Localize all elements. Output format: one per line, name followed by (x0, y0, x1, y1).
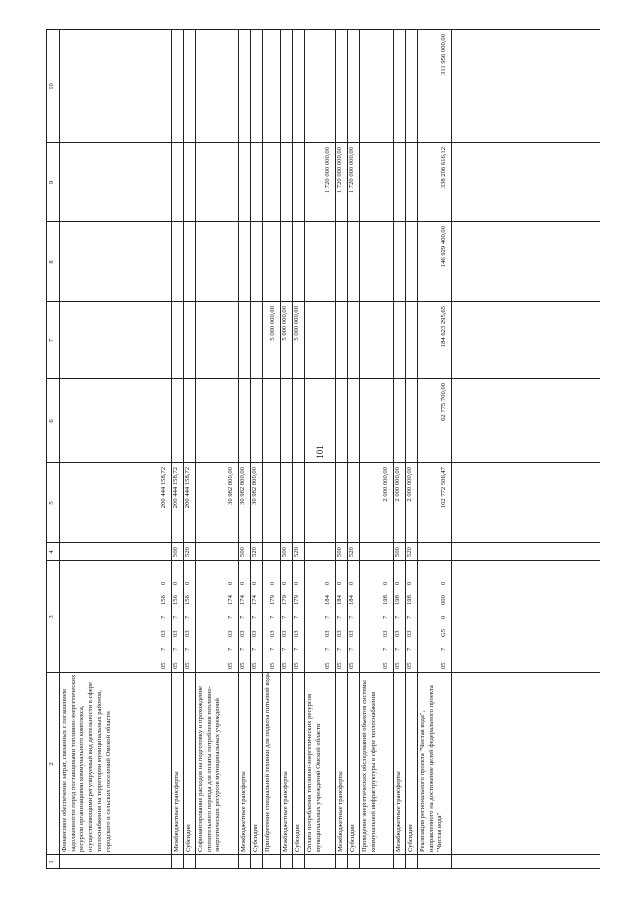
code-part: 05 (324, 662, 331, 669)
column-header: 2 (48, 762, 55, 766)
code-part: 7 (281, 615, 288, 619)
budget-table (46, 30, 600, 869)
code-part: 0 (394, 581, 401, 585)
column-header: 5 (48, 501, 55, 505)
amount-c5: 30 982 800,00 (251, 467, 258, 505)
amount-c5: 200 444 158,72 (160, 467, 167, 509)
code-part: 03 (269, 630, 276, 637)
code-part: 7 (269, 615, 276, 619)
amount-c9: 338 206 616,12 (440, 147, 447, 189)
vr-code: 500 (394, 547, 401, 557)
table-row-line (238, 30, 239, 869)
code-part: 05 (160, 662, 167, 669)
code-part: 7 (269, 647, 276, 651)
code-part: 0 (440, 615, 447, 619)
table-row-line (46, 30, 47, 869)
code-part: 05 (172, 662, 179, 669)
table-col-line (46, 542, 600, 543)
column-header: 10 (48, 83, 55, 90)
code-part: 05 (336, 662, 343, 669)
code-part: 7 (239, 647, 246, 651)
amount-c5: 2 000 000,00 (382, 467, 389, 502)
amount-c5: 30 982 800,00 (227, 467, 234, 505)
code-part: 198 (382, 595, 389, 605)
row-name: Субсидии (294, 824, 301, 852)
code-part: 7 (348, 647, 355, 651)
column-header: 8 (48, 260, 55, 264)
code-part: 7 (440, 647, 447, 651)
table-col-line (46, 462, 600, 463)
code-part: 7 (281, 647, 288, 651)
row-name: Межбюджетные трансферты (337, 771, 344, 852)
code-part: 179 (281, 595, 288, 605)
code-part: 7 (227, 615, 234, 619)
code-part: 03 (184, 630, 191, 637)
code-part: 7 (251, 647, 258, 651)
amount-c5: 2 000 000,00 (406, 467, 413, 502)
column-header: 3 (48, 615, 55, 619)
row-name: Межбюджетные трансферты (240, 771, 247, 852)
vr-code: 500 (239, 547, 246, 557)
code-part: 7 (324, 647, 331, 651)
amount-c9: 1 720 000 000,00 (336, 147, 343, 194)
row-name: Реализация регионального проекта "Чистая вода", направленного на достижение целей федерального проекта "Чистая вода" (419, 685, 444, 852)
code-part: 0 (281, 581, 288, 585)
vr-code: 520 (184, 547, 191, 557)
code-part: 7 (336, 615, 343, 619)
vr-code: 520 (251, 547, 258, 557)
row-name: Межбюджетные трансферты (282, 771, 289, 852)
code-part: 03 (239, 630, 246, 637)
row-name: Приобретение специальной техники для подвоза питьевой воды (264, 671, 271, 852)
code-part: 7 (406, 615, 413, 619)
code-part: 0 (382, 581, 389, 585)
amount-c5: 30 982 800,00 (239, 467, 246, 505)
code-part: 184 (348, 595, 355, 605)
code-part: 0 (172, 581, 179, 585)
table-row-line (359, 30, 360, 869)
table-row-line (183, 30, 184, 869)
table-row-line (292, 30, 293, 869)
amount-c5: 102 772 506,47 (440, 467, 447, 509)
amount-c5: 2 000 000,00 (394, 467, 401, 502)
amount-c10: 311 956 000,00 (440, 34, 447, 75)
amount-c9: 1 720 000 000,00 (348, 147, 355, 194)
column-header: 6 (48, 419, 55, 423)
table-col-line (46, 29, 600, 30)
row-name: Межбюджетные трансферты (173, 771, 180, 852)
code-part: 174 (239, 595, 246, 605)
code-part: 05 (184, 662, 191, 669)
row-name: Проведение энергетических обследований объектов системы коммунальной инфраструктуры в сфере теплоснабжения (361, 680, 377, 852)
code-part: 05 (348, 662, 355, 669)
code-part: 03 (281, 630, 288, 637)
code-part: 05 (269, 662, 276, 669)
vr-code: 520 (348, 547, 355, 557)
table-row-line (59, 30, 60, 869)
code-part: 000 (440, 595, 447, 605)
code-part: 174 (251, 595, 258, 605)
table-col-line (46, 221, 600, 222)
code-part: 7 (406, 647, 413, 651)
code-part: 03 (160, 630, 167, 637)
amount-c7: 184 623 295,65 (440, 306, 447, 348)
code-part: 156 (172, 595, 179, 605)
code-part: G5 (440, 628, 447, 637)
row-name: Финансовое обеспечение затрат, связанных с погашением задолженности перед поставщиками топливно-энергетических ресурсов организациями коммунального комплекса, осуществляющими регулируемый вид деятельности в сфере теплоснабжения на территории муниципальных районов, городского и сельских поселений Омской области (61, 674, 112, 852)
code-part: 0 (251, 581, 258, 585)
code-part: 0 (406, 581, 413, 585)
amount-c8: 146 929 400,00 (440, 226, 447, 268)
table-row-line (304, 30, 305, 869)
table-col-line (46, 854, 600, 855)
code-part: 0 (348, 581, 355, 585)
code-part: 198 (406, 595, 413, 605)
code-part: 7 (160, 647, 167, 651)
code-part: 0 (184, 581, 191, 585)
code-part: 05 (251, 662, 258, 669)
code-part: 7 (324, 615, 331, 619)
code-part: 05 (227, 662, 234, 669)
table-row-line (195, 30, 196, 869)
code-part: 7 (394, 615, 401, 619)
table-col-line (46, 378, 600, 379)
code-part: 7 (227, 647, 234, 651)
code-part: 03 (406, 630, 413, 637)
code-part: 198 (394, 595, 401, 605)
code-part: 05 (293, 662, 300, 669)
row-name: Субсидии (185, 824, 192, 852)
table-row-line (280, 30, 281, 869)
code-part: 05 (281, 662, 288, 669)
code-part: 7 (251, 615, 258, 619)
vr-code: 520 (293, 547, 300, 557)
row-name: Субсидии (349, 824, 356, 852)
vr-code: 500 (336, 547, 343, 557)
table-col-line (46, 142, 600, 143)
code-part: 03 (336, 630, 343, 637)
code-part: 7 (239, 615, 246, 619)
column-header: 7 (48, 338, 55, 343)
code-part: 7 (394, 647, 401, 651)
code-part: 03 (324, 630, 331, 637)
code-part: 03 (172, 630, 179, 637)
amount-c5: 200 444 158,72 (172, 467, 179, 509)
code-part: 184 (336, 595, 343, 605)
code-part: 05 (382, 662, 389, 669)
code-part: 03 (382, 630, 389, 637)
table-row-line (262, 30, 263, 869)
table-row-line (171, 30, 172, 869)
table-row-line (405, 30, 406, 869)
code-part: 05 (239, 662, 246, 669)
row-name: Межбюджетные трансферты (395, 771, 402, 852)
code-part: 05 (406, 662, 413, 669)
code-part: 7 (336, 647, 343, 651)
column-header: 4 (48, 550, 55, 554)
code-part: 7 (348, 615, 355, 619)
code-part: 7 (293, 647, 300, 651)
vr-code: 500 (281, 547, 288, 557)
code-part: 0 (269, 581, 276, 585)
row-name: Софинансирование расходов на подготовку и прохождение отопительного периода для оплаты потребления топливно-энергетических ресурсов муниципальных учреждений (197, 686, 222, 852)
amount-c5: 200 444 158,72 (184, 467, 191, 509)
code-part: 156 (160, 595, 167, 605)
code-part: 0 (336, 581, 343, 585)
amount-c6: 62 775 700,00 (440, 383, 447, 421)
vr-code: 500 (172, 547, 179, 557)
code-part: 156 (184, 595, 191, 605)
code-part: 7 (293, 615, 300, 619)
row-name: Субсидии (407, 824, 414, 852)
code-part: 05 (394, 662, 401, 669)
code-part: 179 (269, 595, 276, 605)
table-col-line (46, 301, 600, 302)
row-name: Оплата потребления топливно-энергетических ресурсов муниципальных учреждений Омской области (306, 693, 322, 852)
code-part: 03 (394, 630, 401, 637)
code-part: 05 (440, 662, 447, 669)
code-part: 7 (172, 647, 179, 651)
amount-c9: 1 720 000 000,00 (324, 147, 331, 194)
code-part: 0 (227, 581, 234, 585)
code-part: 03 (348, 630, 355, 637)
code-part: 179 (293, 595, 300, 605)
code-part: 0 (160, 581, 167, 585)
code-part: 03 (293, 630, 300, 637)
code-part: 7 (160, 615, 167, 619)
code-part: 7 (184, 647, 191, 651)
code-part: 174 (227, 595, 234, 605)
table-row-line (250, 30, 251, 869)
row-name: Субсидии (252, 824, 259, 852)
amount-c7: 5 000 000,00 (293, 306, 300, 341)
code-part: 7 (184, 615, 191, 619)
code-part: 0 (293, 581, 300, 585)
code-part: 0 (440, 581, 447, 585)
code-part: 7 (172, 615, 179, 619)
code-part: 03 (251, 630, 258, 637)
column-header: 9 (48, 180, 55, 185)
amount-c7: 5 000 000,00 (269, 306, 276, 341)
table-col-line (46, 560, 600, 561)
code-part: 184 (324, 595, 331, 605)
amount-c7: 5 000 000,00 (281, 306, 288, 341)
code-part: 03 (227, 630, 234, 637)
code-part: 7 (382, 615, 389, 619)
table-col-line (46, 868, 600, 869)
column-header: 1 (48, 860, 55, 864)
table-row-line (393, 30, 394, 869)
vr-code: 520 (406, 547, 413, 557)
code-part: 0 (324, 581, 331, 585)
table-row-line (417, 30, 418, 869)
table-row-line (451, 30, 452, 869)
page-number: 101 (315, 445, 325, 459)
code-part: 7 (382, 647, 389, 651)
code-part: 0 (239, 581, 246, 585)
